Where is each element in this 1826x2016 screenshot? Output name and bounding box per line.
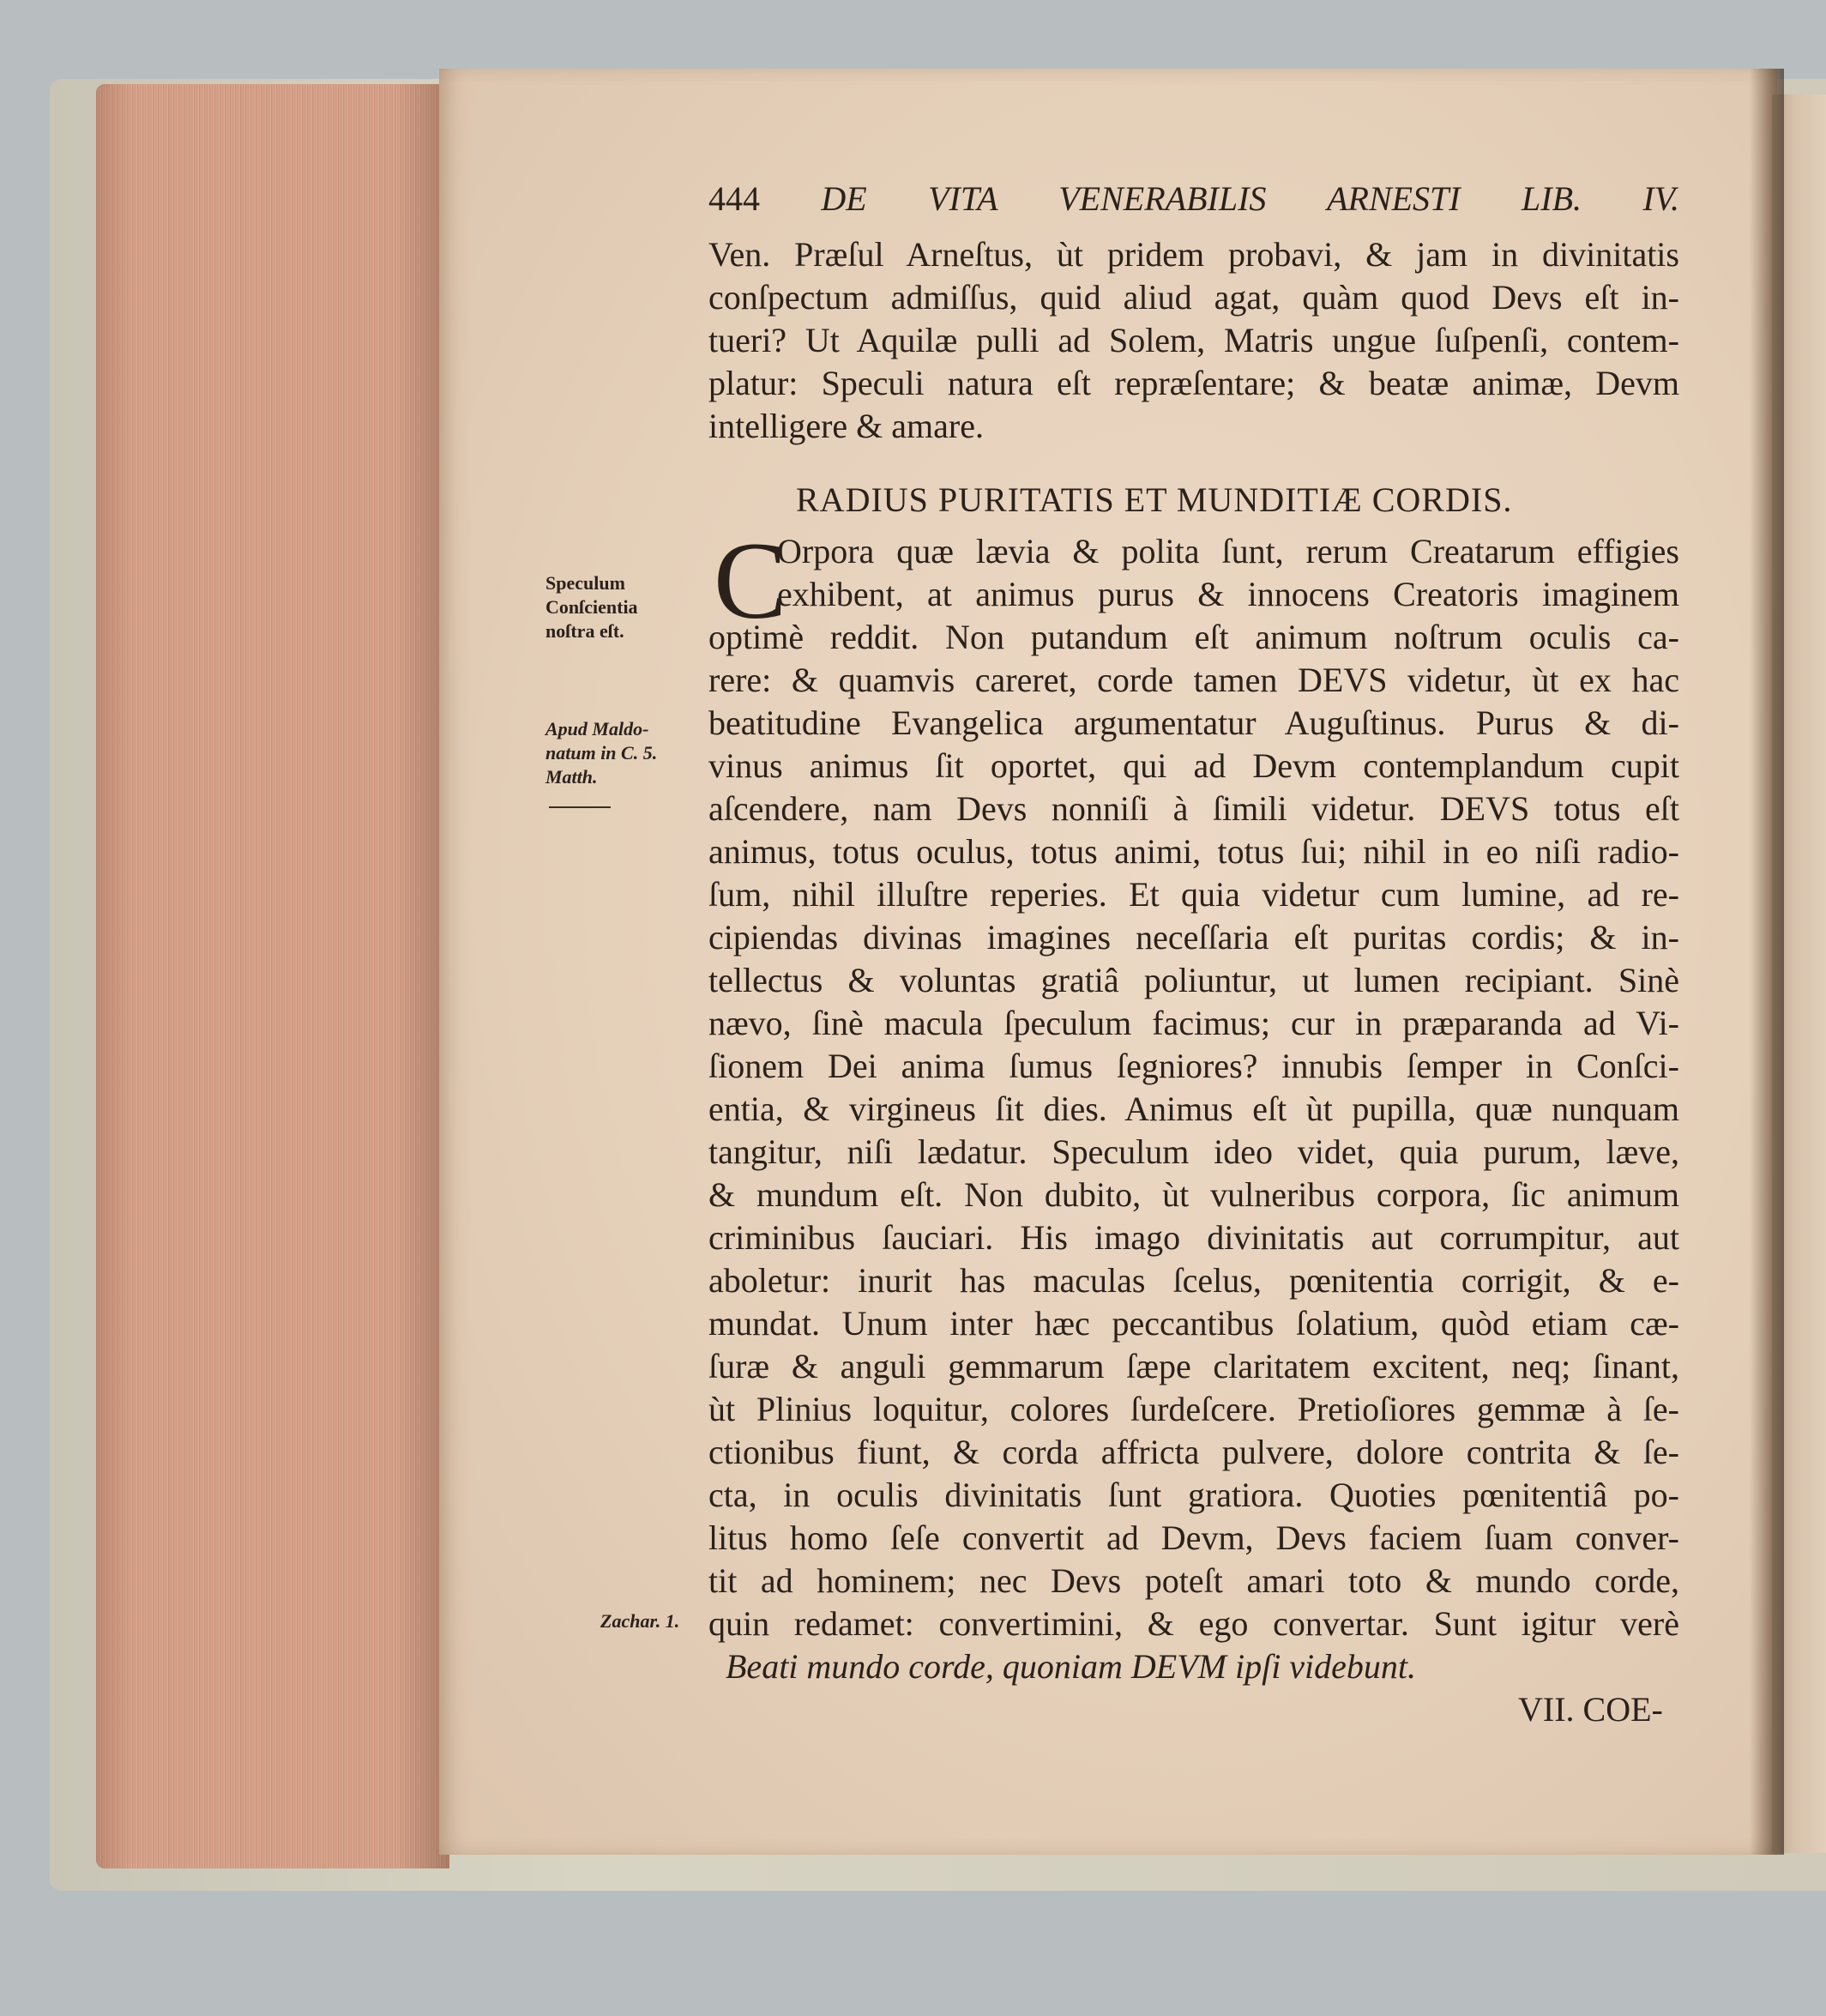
body-line-10: cipiendas divinas imagines neceſſaria eſt puritas cordis; & in- [708,918,1679,957]
drop-cap: C [714,520,787,642]
body-line-12: nævo, ſinè macula ſpeculum facimus; cur in præparanda ad Vi- [708,1004,1679,1042]
body-line-22: ctionibus fiunt, & corda affricta pulvere, dolore contrita & ſe- [708,1433,1679,1471]
body-line-23: cta, in oculis divinitatis ſunt gratiora. Quoties pœnitentiâ po- [708,1476,1679,1514]
catchword: VII. COE- [1518,1690,1663,1729]
margin-note-zachar: Zachar. 1. [600,1610,680,1632]
body-line-20: ſuræ & anguli gemmarum ſæpe claritatem excitent, neq; ſinant, [708,1347,1679,1385]
body-line-25: tit ad hominem; nec Devs poteſt amari toto & mundo corde, [708,1561,1679,1600]
margin-note-speculum-3: noſtra eſt. [545,620,624,642]
body-line-1: Orpora quæ lævia & polita ſunt, rerum Creatarum effigies [777,532,1679,570]
margin-note-maldonatum-2: natum in C. 5. [545,742,658,764]
section-title: RADIUS PURITATIS ET MUNDITIÆ CORDIS. [796,480,1513,519]
body-line-21: ùt Plinius loquitur, colores ſurdeſcere. Pretioſiores gemmæ à ſe- [708,1390,1679,1428]
intro-line-4: platur: Speculi natura eſt repræſentare; & beatæ animæ, Devm [708,364,1679,402]
intro-line-2: conſpectum admiſſus, quid aliud agat, quàm quod Devs eſt in- [708,278,1679,317]
body-line-17: criminibus ſauciari. His imago divinitatis aut corrumpitur, aut [708,1218,1679,1257]
body-line-26: quin redamet: convertimini, & ego convertar. Sunt igitur verè [708,1604,1679,1643]
body-line-2: exhibent, at animus purus & innocens Creatoris imaginem [777,575,1679,613]
page-number: 444 [708,179,760,218]
body-line-19: mundat. Unum inter hæc peccantibus ſolatium, quòd etiam cæ- [708,1304,1679,1343]
body-line-3: optimè reddit. Non putandum eſt animum noſtrum oculis ca- [708,618,1679,656]
intro-line-1: Ven. Præſul Arneſtus, ùt pridem probavi, & jam in divinitatis [708,235,1679,274]
body-line-16: & mundum eſt. Non dubito, ùt vulneribus corpora, ſic animum [708,1175,1679,1214]
body-line-6: vinus animus ſit oportet, qui ad Devm contemplandum cupit [708,746,1679,785]
intro-line-3: tueri? Ut Aquilæ pulli ad Solem, Matris ungue ſuſpenſi, contem- [708,321,1679,359]
margin-note-speculum-1: Speculum [545,572,625,594]
page-gutter [1750,69,1784,1855]
margin-note-speculum-2: Conſcientia [545,596,638,618]
body-line-15: tangitur, niſi lædatur. Speculum ideo videt, quia purum, læve, [708,1132,1679,1171]
body-line-13: ſionem Dei anima ſumus ſegniores? innubis ſemper in Conſci- [708,1047,1679,1085]
running-title: DE VITA VENERABILIS ARNESTI LIB. IV. [821,179,1679,218]
body-line-5: beatitudine Evangelica argumentatur Auguſtinus. Purus & di- [708,703,1679,742]
margin-note-rule [549,806,611,808]
body-line-24: litus homo ſeſe convertit ad Devm, Devs faciem ſuam conver- [708,1518,1679,1557]
body-line-7: aſcendere, nam Devs nonniſi à ſimili videtur. DEVS totus eſt [708,789,1679,828]
body-line-14: entia, & virgineus ſit dies. Animus eſt ùt pupilla, quæ nunquam [708,1089,1679,1128]
intro-line-5: intelligere & amare. [708,407,984,445]
body-line-11: tellectus & voluntas gratiâ poliuntur, ut lumen recipiant. Sinè [708,961,1679,999]
page-edges-shading [96,84,449,1868]
body-line-18: aboletur: inurit has maculas ſcelus, pœnitentia corrigit, & e- [708,1261,1679,1300]
margin-note-maldonatum-3: Matth. [545,766,598,788]
running-head [708,173,1679,225]
margin-note-maldonatum-1: Apud Maldo- [545,718,649,739]
body-line-8: animus, totus oculus, totus animi, totus ſui; nihil in eo niſi radio- [708,832,1679,871]
body-line-27: Beati mundo corde, quoniam DEVM ipſi videbunt. [726,1647,1417,1686]
body-line-4: rere: & quamvis careret, corde tamen DEVS videtur, ùt ex hac [708,661,1679,699]
body-line-9: ſum, nihil illuſtre reperies. Et quia videtur cum lumine, ad re- [708,875,1679,914]
